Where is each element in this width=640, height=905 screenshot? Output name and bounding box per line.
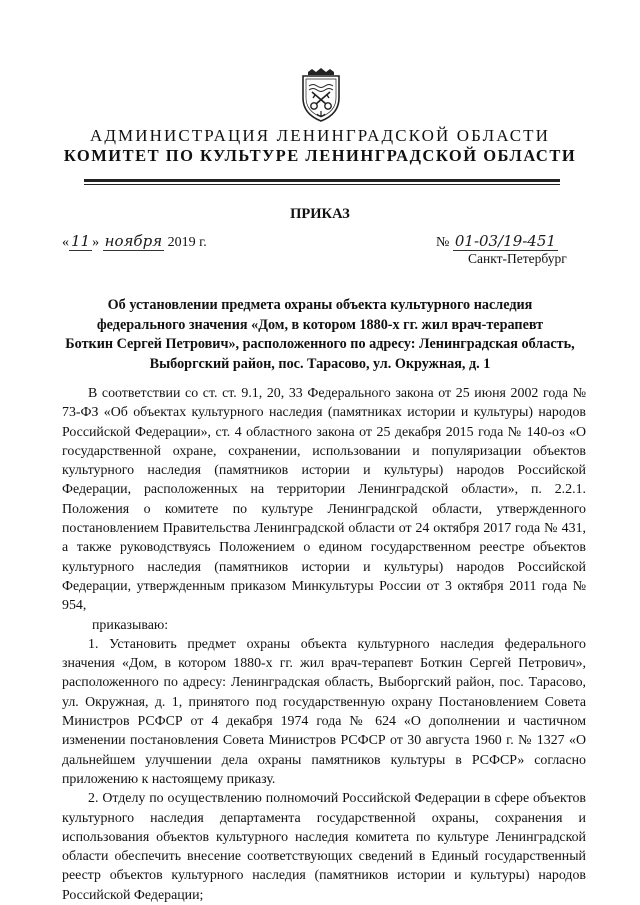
document-type-title: ПРИКАЗ: [290, 206, 350, 222]
order-item-2: 2. Отделу по осуществлению полномочий Российской Федерации в сфере объектов культурного наследия департамента государственной охраны, сохранения и использования объектов культурного наследия комитета по культуре Ленинградской области обеспечить внесение соответствующих сведений в Единый государственный реестр объектов культурного наследия (памятников истории и культуры) народов Российской Федерации;: [62, 791, 586, 903]
date-close-quote: »: [92, 235, 100, 250]
document-city: Санкт-Петербург: [468, 251, 567, 266]
committee-name: КОМИТЕТ ПО КУЛЬТУРЕ ЛЕНИНГРАДСКОЙ ОБЛАСТИ: [63, 146, 577, 165]
subject-line: Боткин Сергей Петрович», расположенного по адресу: Ленинградская область,: [65, 336, 575, 352]
number-sign: №: [436, 235, 450, 250]
header-divider-thick: [84, 179, 560, 182]
date-year: 2019 г.: [167, 235, 207, 250]
preamble-paragraph: В соответствии со ст. ст. 9.1, 20, 33 Федерального закона от 25 июня 2002 года № 73-ФЗ «Об объектах культурного наследия (памятниках истории и культуры) народов Российской Федерации», ст. 4 областного закона от 25 декабря 2015 года № 140-оз «О государственной охране, сохранении, использовании и популяризации объектов культурного наследия (памятников истории и культуры) народов Российской Федерации, расположенных на территории Ленинградской области», п. 2.2.1. Положения о комитете по культуре Ленинградской области, утвержденного постановлением Правительства Ленинградской области от 24 октября 2017 года № 431, а также руководствуясь Положением о едином государственном реестре объектов культурного наследия (памятников истории и культуры) народов Российской Федерации, утвержденным приказом Минкультуры России от 3 октября 2011 года № 954,: [62, 386, 586, 614]
date-month-handwritten: ноября: [104, 232, 163, 250]
document-date: [62, 232, 207, 252]
subject-line: федерального значения «Дом, в котором 1880-х гг. жил врач-терапевт: [96, 316, 544, 333]
document-subject: [60, 296, 580, 374]
number-handwritten: 01-03/19-451: [454, 232, 556, 250]
document-body: [62, 384, 586, 905]
document-number: [436, 232, 558, 252]
subject-line: Выборгский район, пос. Тарасово, ул. Окружная, д. 1: [149, 355, 491, 372]
date-day-handwritten: 11: [71, 232, 91, 250]
header-divider-thin: [84, 184, 560, 185]
coat-of-arms-keys-icon: [298, 68, 344, 124]
subject-line: Об установлении предмета охраны объекта культурного наследия: [107, 297, 533, 313]
date-open-quote: «: [62, 235, 69, 250]
order-word: приказываю:: [92, 617, 169, 633]
order-item-1: 1. Установить предмет охраны объекта культурного наследия федерального значения «Дом, в котором 1880-х гг. жил врач-терапевт Боткин Сергей Петрович», расположенного по адресу: Ленинградская область, Выборгский район, пос. Тарасово, ул. Окружная, д. 1, принятого под государственную охрану Постановлением Совета Министров РСФСР от 4 декабря 1974 года № 624 «О дополнении и частичном изменении постановления Совета Министров РСФСР от 30 августа 1960 г. № 1327 «О дальнейшем улучшении дела охраны памятников культуры в РСФСР» согласно приложению к настоящему приказу.: [62, 636, 586, 787]
organization-name: АДМИНИСТРАЦИЯ ЛЕНИНГРАДСКОЙ ОБЛАСТИ: [89, 126, 551, 145]
